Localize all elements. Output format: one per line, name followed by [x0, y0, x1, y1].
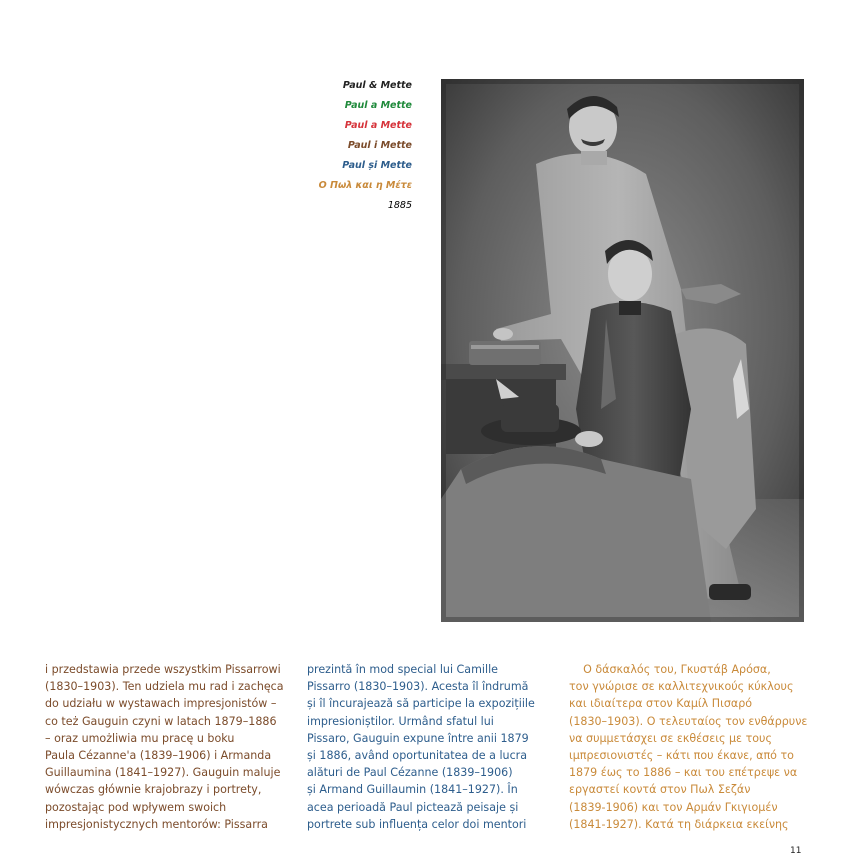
text-column-greek	[569, 661, 809, 841]
text-line: ιμπρεσιονιστές – κάτι που έκανε, από το	[569, 749, 794, 763]
text-line: i przedstawia przede wszystkim Pissarrowi	[45, 663, 281, 676]
text-line: impresioniștilor. Urmând sfatul lui	[307, 714, 494, 728]
caption-slovak: Paul a Mette	[344, 120, 412, 131]
text-line: εργαστεί κοντά στον Πωλ Σεζάν	[569, 783, 751, 797]
text-line: portrete sub influența celor doi mentori	[307, 817, 527, 831]
text-line: acea perioadă Paul pictează peisaje și	[307, 800, 519, 814]
text-line: (1841-1927). Κατά τη διάρκεια εκείνης	[569, 817, 789, 831]
text-line: și Armand Guillaumin (1841–1927). În	[307, 783, 518, 797]
text-line: alături de Paul Cézanne (1839–1906)	[307, 766, 513, 780]
text-column-polish	[45, 661, 285, 841]
text-line: do udziału w wystawach impresjonistów –	[45, 697, 277, 711]
caption-czech: Paul a Mette	[344, 100, 412, 111]
text-line: pozostając pod wpływem swoich	[45, 800, 227, 814]
portrait-photo	[441, 79, 804, 622]
text-line: co też Gauguin czyni w latach 1879–1886	[45, 714, 277, 728]
caption-english: Paul & Mette	[342, 80, 412, 91]
text-line: Pissarro (1830–1903). Acesta îl îndrumă	[307, 680, 529, 694]
text-column-romanian	[307, 661, 547, 841]
text-line: τον γνώρισε σε καλλιτεχνικούς κύκλους	[569, 680, 794, 694]
portrait-photo-image	[441, 79, 804, 622]
caption-year: 1885	[387, 200, 412, 211]
text-line: Ο δάσκαλός του, Γκυστάβ Αρόσα,	[569, 663, 771, 676]
text-line: να συμμετάσχει σε εκθέσεις με τους	[569, 731, 772, 745]
text-line: και ιδιαίτερα στον Καμίλ Πισαρό	[569, 697, 753, 711]
text-line: – oraz umożliwia mu pracę u boku	[45, 731, 235, 745]
caption-polish: Paul i Mette	[347, 140, 412, 151]
text-line: prezintă în mod special lui Camille	[307, 663, 498, 676]
caption-romanian: Paul și Mette	[342, 160, 412, 171]
text-line: 1879 έως το 1886 – και του επέτρεψε να	[569, 766, 798, 780]
text-line: și îl încurajează să participe la expozițiile	[307, 697, 535, 711]
text-line: (1839-1906) και τον Αρμάν Γκιγιομέν	[569, 800, 778, 814]
text-line: Pissaro, Gauguin expune între anii 1879	[307, 731, 529, 745]
text-line: (1830–1903). Ten udziela mu rad i zachęca	[45, 680, 284, 694]
text-line: Paula Cézanne'a (1839–1906) i Armanda	[45, 749, 272, 763]
text-line: și 1886, având oportunitatea de a lucra	[307, 749, 528, 763]
text-line: wówczas głównie krajobrazy i portrety,	[45, 783, 262, 797]
text-line: impresjonistycznych mentorów: Pissarra	[45, 817, 268, 831]
text-line: (1830–1903). Ο τελευταίος τον ενθάρρυνε	[569, 714, 808, 728]
photo-caption	[250, 76, 412, 216]
text-line: Guillaumina (1841–1927). Gauguin maluje	[45, 766, 281, 780]
caption-greek: Ο Πωλ και η Μέτε	[318, 180, 412, 191]
page-number: 11	[790, 846, 802, 856]
